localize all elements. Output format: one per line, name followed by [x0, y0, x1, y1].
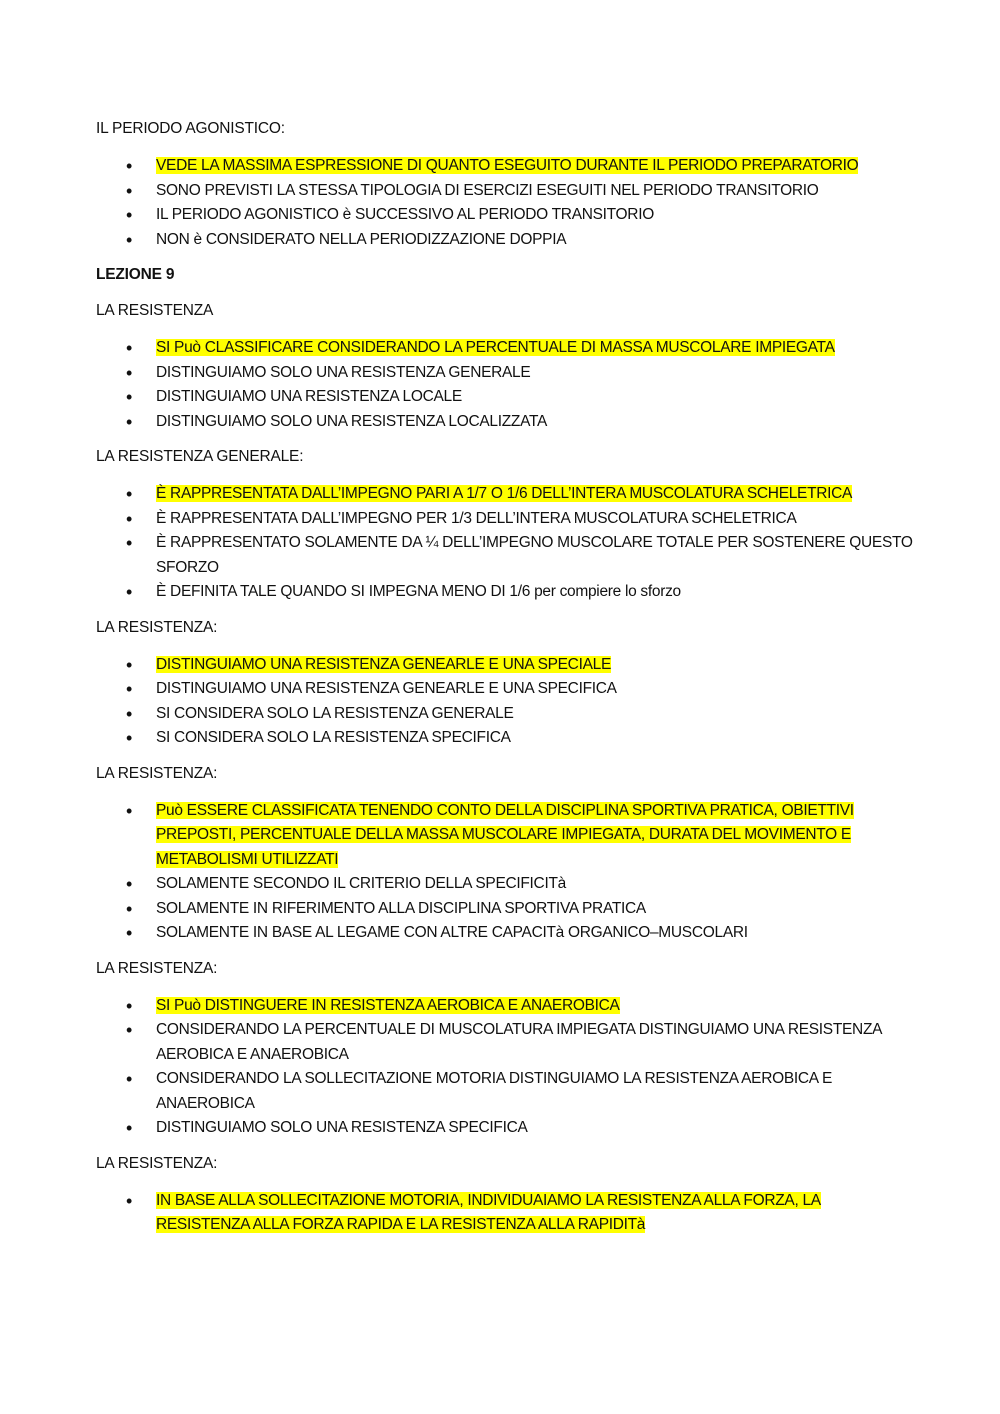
section-title: IL PERIODO AGONISTICO: — [96, 120, 285, 137]
section-title: LEZIONE 9 — [96, 266, 175, 283]
section-title: LA RESISTENZA — [96, 302, 214, 319]
answer-option — [96, 361, 916, 386]
answer-option — [96, 726, 916, 751]
answer-list — [96, 482, 916, 605]
answer-option — [96, 897, 916, 922]
answer-list — [96, 653, 916, 751]
section-title: LA RESISTENZA: — [96, 618, 218, 636]
answer-option — [96, 1067, 916, 1116]
answer-text: È RAPPRESENTATA DALL’IMPEGNO PER 1/3 DELL’INTERA MUSCOLATURA SCHELETRICA — [156, 509, 797, 527]
answer-text: SI CONSIDERA SOLO LA RESISTENZA GENERALE — [156, 704, 514, 722]
answer-text: SI CONSIDERA SOLO LA RESISTENZA SPECIFICA — [156, 729, 511, 746]
section-title: LA RESISTENZA: — [96, 1154, 218, 1172]
answer-text: IN BASE ALLA SOLLECITAZIONE MOTORIA, INDIVIDUAIAMO LA RESISTENZA ALLA FORZA, LA RESISTENZA ALLA FORZA RAPIDA E LA RESISTENZA ALLA RAPIDITà — [156, 1191, 821, 1233]
answer-option — [96, 385, 916, 410]
answer-text: SOLAMENTE SECONDO IL CRITERIO DELLA SPECIFICITà — [156, 875, 566, 892]
answer-text: DISTINGUIAMO SOLO UNA RESISTENZA GENERALE — [156, 363, 531, 381]
section-title: LA RESISTENZA: — [96, 764, 218, 782]
answer-option — [96, 531, 916, 580]
answer-text: SI Può DISTINGUERE IN RESISTENZA AEROBICA E ANAEROBICA — [156, 996, 620, 1014]
answer-text: SOLAMENTE IN BASE AL LEGAME CON ALTRE CAPACITà ORGANICO–MUSCOLARI — [156, 924, 748, 941]
section-title: LA RESISTENZA GENERALE: — [96, 448, 304, 465]
answer-text: SOLAMENTE IN RIFERIMENTO ALLA DISCIPLINA SPORTIVA PRATICA — [156, 899, 646, 917]
answer-text: SONO PREVISTI LA STESSA TIPOLOGIA DI ESERCIZI ESEGUITI NEL PERIODO TRANSITORIO — [156, 181, 819, 199]
answer-option — [96, 702, 916, 727]
answer-option-correct — [96, 653, 916, 678]
answer-list — [96, 1189, 916, 1238]
section-title: LA RESISTENZA: — [96, 959, 218, 977]
answer-option — [96, 507, 916, 532]
answer-list — [96, 336, 916, 434]
answer-option — [96, 179, 916, 204]
answer-option — [96, 872, 916, 897]
answer-option-correct — [96, 336, 916, 361]
answer-list — [96, 154, 916, 252]
answer-list — [96, 799, 916, 946]
document-page — [96, 118, 916, 1250]
answer-option — [96, 921, 916, 946]
answer-option — [96, 1018, 916, 1067]
answer-option — [96, 580, 916, 605]
answer-list — [96, 994, 916, 1141]
answer-option-correct — [96, 482, 916, 507]
answer-text: IL PERIODO AGONISTICO è SUCCESSIVO AL PERIODO TRANSITORIO — [156, 206, 654, 223]
answer-text: Può ESSERE CLASSIFICATA TENENDO CONTO DELLA DISCIPLINA SPORTIVA PRATICA, OBIETTIVI PREPOSTI, PERCENTUALE DELLA MASSA MUSCOLARE IMPIEGATA, DURATA DEL MOVIMENTO E METABOLISMI UTILIZZATI — [156, 801, 854, 868]
answer-option-correct — [96, 1189, 916, 1238]
answer-text: DISTINGUIAMO SOLO UNA RESISTENZA SPECIFICA — [156, 1119, 528, 1136]
answer-text: SI Può CLASSIFICARE CONSIDERANDO LA PERCENTUALE DI MASSA MUSCOLARE IMPIEGATA — [156, 339, 835, 356]
answer-text: DISTINGUIAMO UNA RESISTENZA GENEARLE E UNA SPECIALE — [156, 655, 611, 673]
answer-text: DISTINGUIAMO UNA RESISTENZA LOCALE — [156, 388, 462, 405]
answer-text: DISTINGUIAMO UNA RESISTENZA GENEARLE E UNA SPECIFICA — [156, 680, 617, 697]
answer-option-correct — [96, 994, 916, 1019]
answer-option-correct — [96, 799, 916, 873]
answer-text: È RAPPRESENTATA DALL’IMPEGNO PARI A 1/7 O 1/6 DELL’INTERA MUSCOLATURA SCHELETRICA — [156, 485, 853, 502]
answer-option — [96, 228, 916, 253]
answer-text: CONSIDERANDO LA PERCENTUALE DI MUSCOLATURA IMPIEGATA DISTINGUIAMO UNA RESISTENZA AEROBICA E ANAEROBICA — [156, 1021, 882, 1063]
answer-text: È RAPPRESENTATO SOLAMENTE DA ¼ DELL’IMPEGNO MUSCOLARE TOTALE PER SOSTENERE QUESTO SFORZO — [156, 534, 913, 576]
answer-option — [96, 677, 916, 702]
answer-option-correct — [96, 154, 916, 179]
answer-option — [96, 1116, 916, 1141]
answer-text: VEDE LA MASSIMA ESPRESSIONE DI QUANTO ESEGUITO DURANTE IL PERIODO PREPARATORIO — [156, 157, 859, 174]
answer-text: NON è CONSIDERATO NELLA PERIODIZZAZIONE DOPPIA — [156, 230, 567, 248]
answer-text: DISTINGUIAMO SOLO UNA RESISTENZA LOCALIZZATA — [156, 412, 548, 430]
answer-option — [96, 410, 916, 435]
answer-option — [96, 203, 916, 228]
answer-text: CONSIDERANDO LA SOLLECITAZIONE MOTORIA DISTINGUIAMO LA RESISTENZA AEROBICA E ANAEROBICA — [156, 1070, 833, 1112]
answer-text: È DEFINITA TALE QUANDO SI IMPEGNA MENO DI 1/6 per compiere lo sforzo — [156, 583, 681, 600]
